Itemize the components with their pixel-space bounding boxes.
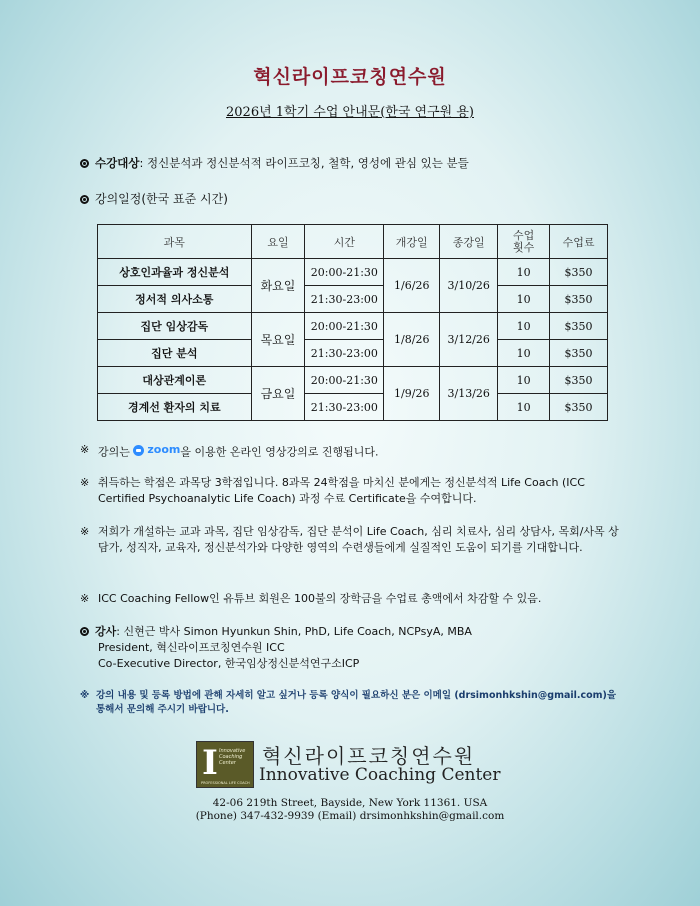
note-mark: ※ xyxy=(80,592,90,605)
logo xyxy=(196,741,254,788)
schedule-label: 강의일정(한국 표준 시간) xyxy=(95,192,228,206)
expectation-text: 저희가 개설하는 교과 과목, 집단 임상감독, 집단 분석이 Life Coach, 심리 치료사, 심리 상담사, 목회/사목 상담가, 성직자, 교육자, 정신분석가와 다양한 영역의 수련생들에게 실질적인 도움이 되기를 기대합니다. xyxy=(98,525,619,554)
course-name: 집단 임상감독 xyxy=(98,313,252,340)
header-time: 시간 xyxy=(305,225,384,259)
bullet-icon xyxy=(80,159,89,168)
fee-cell: $350 xyxy=(550,286,608,313)
logo-tagline: PROFESSIONAL LIFE COACH xyxy=(201,781,250,785)
course-name: 경계선 환자의 치료 xyxy=(98,394,252,421)
day-cell: 금요일 xyxy=(251,367,305,421)
zoom-label: zoom xyxy=(147,443,181,456)
footer-phone-email: (Phone) 347-432-9939 (Email) drsimonhkshin@gmail.com xyxy=(195,810,505,822)
count-cell: 10 xyxy=(498,367,550,394)
count-cell: 10 xyxy=(498,394,550,421)
day-cell: 목요일 xyxy=(251,313,305,367)
count-cell: 10 xyxy=(498,313,550,340)
time-cell: 20:00-21:30 xyxy=(305,367,384,394)
logo-letter: I xyxy=(202,743,218,783)
end-date-cell: 3/12/26 xyxy=(440,313,498,367)
time-cell: 21:30-23:00 xyxy=(305,286,384,313)
count-cell: 10 xyxy=(498,259,550,286)
time-cell: 20:00-21:30 xyxy=(305,259,384,286)
course-name: 집단 분석 xyxy=(98,340,252,367)
start-date-cell: 1/9/26 xyxy=(384,367,440,421)
zoom-icon xyxy=(133,445,144,456)
header-end: 종강일 xyxy=(440,225,498,259)
course-name: 상호인과율과 정신분석 xyxy=(98,259,252,286)
instructor-label: 강사 xyxy=(95,625,117,638)
note-mark: ※ xyxy=(80,690,90,701)
footer-name-english: Innovative Coaching Center xyxy=(259,765,501,785)
count-cell: 10 xyxy=(498,340,550,367)
credit-text: 취득하는 학점은 과목당 3학점입니다. 8과목 24학점을 마치신 분에게는 정신분석적 Life Coach (ICC Certified Psychoanalytic Life Coach) 과정 수료 Certificate을 수여합니다. xyxy=(98,476,585,505)
table-row xyxy=(98,340,608,367)
page-title: 혁신라이프코칭연수원 xyxy=(253,66,447,88)
schedule-heading xyxy=(80,190,228,207)
end-date-cell: 3/13/26 xyxy=(440,367,498,421)
table-row xyxy=(98,259,608,286)
contact-text: 강의 내용 및 등록 방법에 관해 자세히 알고 싶거나 등록 양식이 필요하신 분은 이메일 (drsimonhkshin@gmail.com)을 통해서 문의해 주시기 바랍니다. xyxy=(96,690,617,715)
header-day: 요일 xyxy=(251,225,305,259)
note-mark: ※ xyxy=(80,525,90,538)
time-cell: 21:30-23:00 xyxy=(305,394,384,421)
count-cell: 10 xyxy=(498,286,550,313)
start-date-cell: 1/6/26 xyxy=(384,259,440,313)
footer-name-korean: 혁신라이프코칭연수원 xyxy=(262,744,476,768)
scholarship-note xyxy=(80,591,640,607)
instructor-line3: Co-Executive Director, 한국임상정신분석연구소ICP xyxy=(98,657,360,670)
credit-note xyxy=(80,475,625,507)
day-cell: 화요일 xyxy=(251,259,305,313)
table-row xyxy=(98,313,608,340)
logo-text: Innovative Coaching Center xyxy=(219,748,246,766)
target-line xyxy=(80,155,469,171)
scholarship-text: ICC Coaching Fellow인 유튜브 회원은 100불의 장학금을 수업료 총액에서 차감할 수 있음. xyxy=(98,592,542,605)
fee-cell: $350 xyxy=(550,340,608,367)
fee-cell: $350 xyxy=(550,367,608,394)
course-name: 대상관계이론 xyxy=(98,367,252,394)
target-label: 수강대상 xyxy=(95,156,140,170)
table-row xyxy=(98,367,608,394)
table-row xyxy=(98,286,608,313)
instructor-line1: : 신현근 박사 Simon Hyunkun Shin, PhD, Life Coach, NCPsyA, MBA xyxy=(116,625,472,638)
zoom-logo xyxy=(133,442,180,458)
time-cell: 21:30-23:00 xyxy=(305,340,384,367)
schedule-table xyxy=(97,224,608,421)
zoom-note xyxy=(80,442,620,461)
header-course: 과목 xyxy=(98,225,252,259)
time-cell: 20:00-21:30 xyxy=(305,313,384,340)
table-row xyxy=(98,394,608,421)
course-name: 정서적 의사소통 xyxy=(98,286,252,313)
expectation-note xyxy=(80,524,625,556)
page-subtitle: 2026년 1학기 수업 안내문(한국 연구원 용) xyxy=(226,105,474,120)
bullet-icon xyxy=(80,195,89,204)
zoom-note-after: 을 이용한 온라인 영상강의로 진행됩니다. xyxy=(180,445,379,459)
zoom-note-before: 강의는 xyxy=(98,445,130,459)
fee-cell: $350 xyxy=(550,259,608,286)
instructor-block xyxy=(80,624,640,672)
contact-note xyxy=(80,689,620,717)
fee-cell: $350 xyxy=(550,313,608,340)
note-mark: ※ xyxy=(80,476,90,489)
table-header-row xyxy=(98,225,608,259)
header-start: 개강일 xyxy=(384,225,440,259)
header-count: 수업 횟수 xyxy=(498,225,550,259)
target-text: : 정신분석과 정신분석적 라이프코칭, 철학, 영성에 관심 있는 분들 xyxy=(139,156,469,170)
start-date-cell: 1/8/26 xyxy=(384,313,440,367)
end-date-cell: 3/10/26 xyxy=(440,259,498,313)
footer-address: 42-06 219th Street, Bayside, New York 11361. USA xyxy=(212,797,488,809)
instructor-line2: President, 혁신라이프코칭연수원 ICC xyxy=(98,641,285,654)
header-fee: 수업료 xyxy=(550,225,608,259)
fee-cell: $350 xyxy=(550,394,608,421)
note-mark: ※ xyxy=(80,443,90,456)
bullet-icon xyxy=(80,627,89,636)
